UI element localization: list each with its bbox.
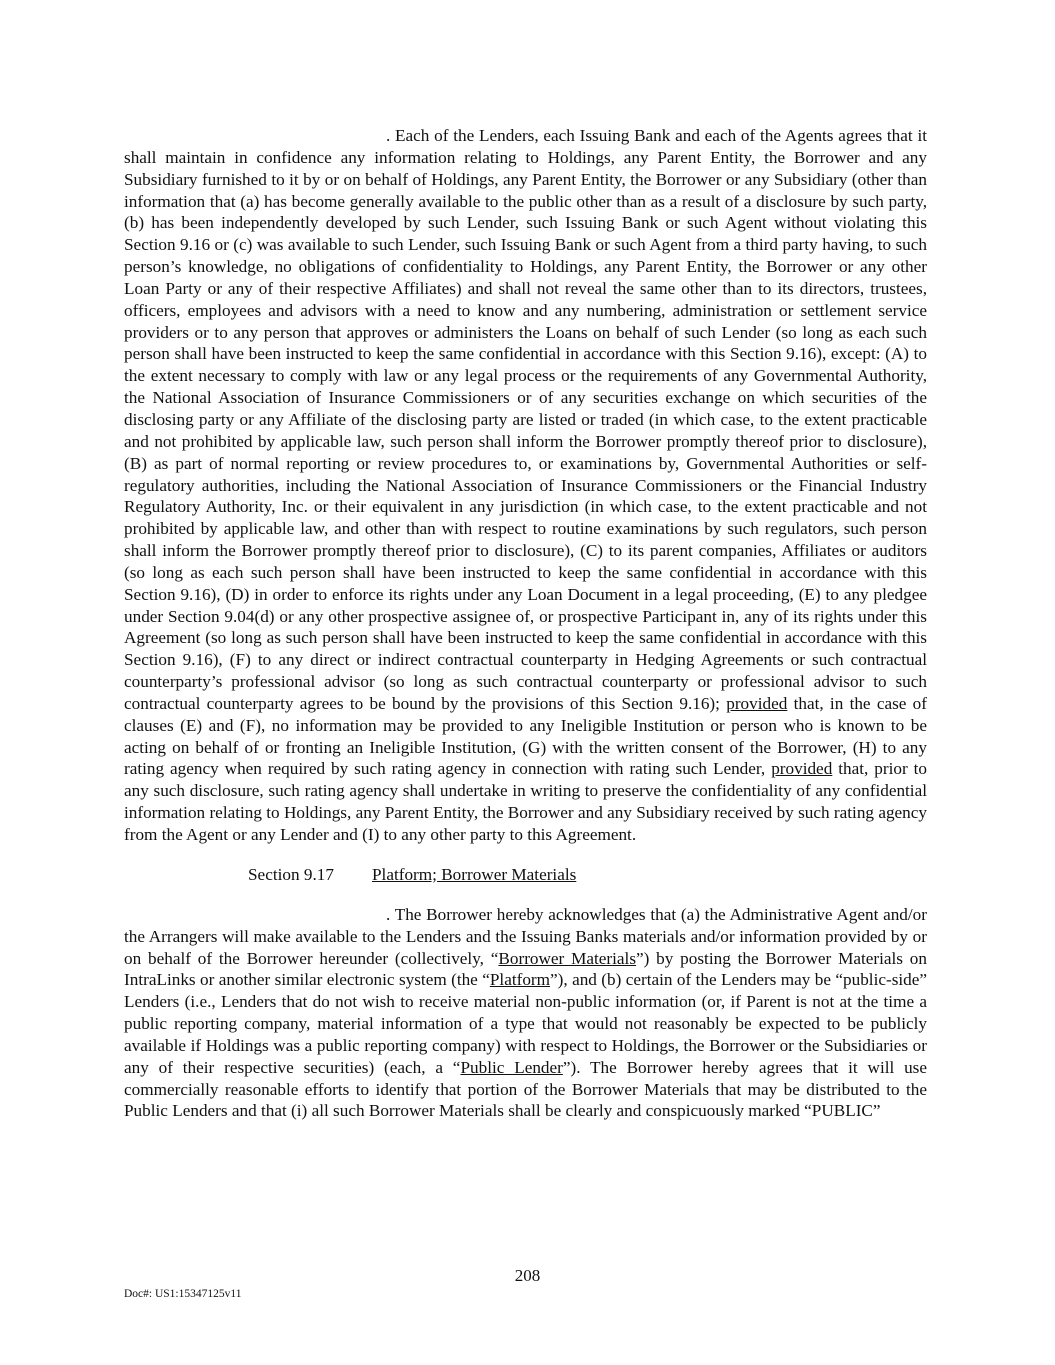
page-number: 208 [514, 1266, 541, 1285]
section-9-16-text-tail: that, prior to any such disclosure, such rating agency shall undertake in writing to preserve the confidentiality of any confidential information relating to Holdings, any Parent Entity, the Borrower and any Subsidiary received by such rating agency from the Agent or any Lender and (I) to any other party to this Agreement. [124, 759, 927, 844]
defined-term-borrower-materials: Borrower Materials [498, 948, 637, 968]
defined-term-public-lender: Public Lender [460, 1057, 563, 1077]
section-9-16-paragraph [124, 125, 927, 846]
section-9-17-text-part3: ”), and (b) certain of the Lenders may be “public-side” Lenders (i.e., Lenders that do not wish to receive material non-public information (or, if Parent is not at the time a public reporting company, material information of a type that would not reasonably be expected to be publicly available if Holdings was a public reporting company) with respect to Holdings, the Borrower or the Subsidiaries or any of their respective securities) (each, a “ [124, 970, 928, 1077]
provided-term: provided [726, 693, 788, 713]
section-9-17-text-part1: . The Borrower hereby acknowledges that (a) the Administrative Agent and/or the Arrangers will make available to the Lenders and the Issuing Banks materials and/or information provided by or on behalf of the Borrower hereunder (collectively, “ [124, 904, 927, 968]
section-title: Platform; Borrower Materials [372, 864, 577, 884]
section-9-17-text-part4: ”). The Borrower hereby agrees that it will use commercially reasonable efforts to identify that portion of the Borrower Materials that may be distributed to the Public Lenders and that (i) all such Borrower Materials shall be clearly and conspicuously marked “PUBLIC” [124, 1057, 928, 1121]
section-number: Section 9.17 [248, 864, 334, 884]
provided-term: provided [771, 759, 833, 779]
section-9-17-heading [248, 864, 927, 886]
document-id: Doc#: US1:15347125v11 [124, 1288, 242, 1300]
section-9-17-text-part2: ”) by posting the Borrower Materials on IntraLinks or another similar electronic system (the “ [124, 948, 927, 990]
document-body [124, 125, 927, 1122]
section-9-16-text-lead: . Each of the Lenders, each Issuing Bank and each of the Agents agrees that it shall maintain in confidence any information relating to Holdings, any Parent Entity, the Borrower and any Subsidiary furnished to it by or on behalf of Holdings, any Parent Entity, the Borrower or any Subsidiary (other than information that (a) has become generally available to the public other than as a result of a disclosure by such party, (b) has been independently developed by such Lender, such Issuing Bank or such Agent without violating this Section 9.16 or (c) was available to such Lender, such Issuing Bank or such Agent from a third party having, to such person’s knowledge, no obligations of confidentiality to Holdings, any Parent Entity, the Borrower or any other Loan Party or any of their respective Affiliates) and shall not reveal the same other than to its directors, trustees, officers, employees and advisors with a need to know and any numbering, administration or settlement service providers or to any person that approves or administers the Loans on behalf of such Lender (so long as each such person shall have been instructed to keep the same confidential in accordance with this Section 9.16), except: (A) to the extent necessary to comply with law or any legal process or the requirements of any Governmental Authority, the National Association of Insurance Commissioners or of any securities exchange on which securities of the disclosing party or any Affiliate of the disclosing party are listed or traded (in which case, to the extent practicable and not prohibited by applicable law, such person shall inform the Borrower promptly thereof prior to disclosure), (B) as part of normal reporting or review procedures to, or examinations by, Governmental Authorities or self-regulatory authorities, including the National Association of Insurance Commissioners or the Financial Industry Regulatory Authority, Inc. or their equivalent in any jurisdiction (in which case, to the extent practicable and not prohibited by applicable law, and other than with respect to routine examinations by such regulators, such person shall inform the Borrower promptly thereof prior to disclosure), (C) to its parent companies, Affiliates or auditors (so long as each such person shall have been instructed to keep the same confidential in accordance with this Section 9.16), (D) in order to enforce its rights under any Loan Document in a legal proceeding, (E) to any pledgee under Section 9.04(d) or any other prospective assignee of, or prospective Participant in, any of its rights under this Agreement (so long as such person shall have been instructed to keep the same confidential in accordance with this Section 9.16), (F) to any direct or indirect contractual counterparty in Hedging Agreements or such contractual counterparty’s professional advisor (so long as such contractual counterparty or professional advisor to such contractual counterparty agrees to be bound by the provisions of this Section 9.16); [124, 126, 927, 713]
section-9-16-text-middle: that, in the case of clauses (E) and (F), no information may be provided to any Ineligible Institution or person who is known to be acting on behalf of or fronting an Ineligible Institution, (G) with the written consent of the Borrower, (H) to any rating agency when required by such rating agency in connection with rating such Lender, [124, 693, 927, 779]
defined-term-platform: Platform [489, 970, 551, 990]
section-9-17-paragraph [124, 904, 927, 1122]
